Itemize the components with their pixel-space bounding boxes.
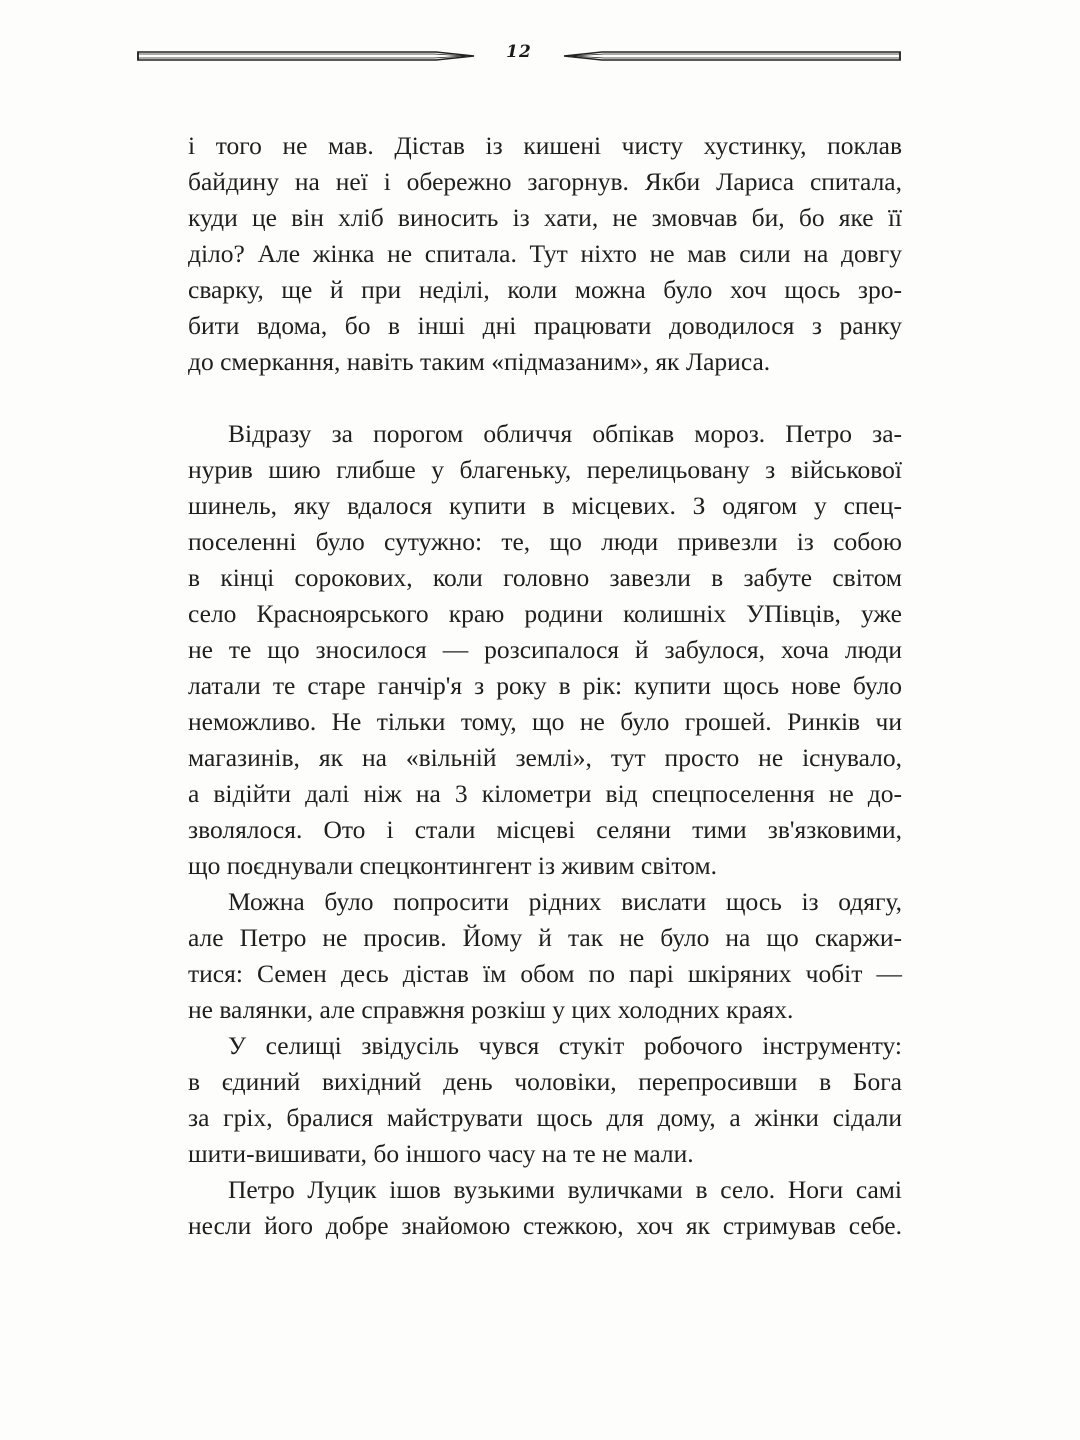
text-line: байдину на неї і обережно загорнув. Якби Лариса спитала, (188, 167, 902, 196)
text-line: Петро Луцик ішов вузькими вуличками в село. Ноги самі (228, 1175, 902, 1204)
text-line: нурив шию глибше у благеньку, перелицьовану з військової (188, 455, 902, 484)
text-line: діло? Але жінка не спитала. Тут ніхто не мав сили на довгу (188, 239, 902, 268)
text-line: неможливо. Не тільки тому, що не було грошей. Ринків чи (188, 707, 902, 736)
text-line: сварку, ще й при неділі, коли можна було хоч щось зро- (188, 275, 902, 304)
text-line: несли його добре знайомою стежкою, хоч як стримував себе. (188, 1211, 902, 1240)
header-ornament-rule-right (562, 40, 902, 70)
text-line: до смеркання, навіть таким «підмазаним», як Лариса. (188, 347, 771, 376)
text-line: У селищі звідусіль чувся стукіт робочого інструменту: (228, 1031, 902, 1060)
text-line: зволялося. Ото і стали місцеві селяни тими зв'язковими, (188, 815, 902, 844)
paragraph (188, 1172, 902, 1244)
text-line: але Петро не просив. Йому й так не було на що скаржи- (188, 923, 902, 952)
paragraph (188, 128, 902, 380)
text-line: в єдиний вихідний день чоловіки, перепросивши в Бога (188, 1067, 902, 1096)
text-line: магазинів, як на «вільній землі», тут просто не існувало, (188, 743, 902, 772)
paragraph (188, 1028, 902, 1172)
text-line: шинель, яку вдалося купити в місцевих. З одягом у спец- (188, 491, 902, 520)
page-header (136, 40, 902, 70)
paragraph (188, 884, 902, 1028)
text-line: тися: Семен десь дістав їм обом по парі шкіряних чобіт — (188, 959, 902, 988)
text-line: Можна було попросити рідних вислати щось із одягу, (228, 887, 902, 916)
text-line: не те що зносилося — розсипалося й забулося, хоча люди (188, 635, 902, 664)
text-line: за гріх, бралися майструвати щось для дому, а жінки сідали (188, 1103, 902, 1132)
section-break (188, 380, 902, 416)
text-line: шити-вишивати, бо іншого часу на те не мали. (188, 1139, 694, 1168)
text-line: в кінці сорокових, коли головно завезли в забуте світом (188, 563, 902, 592)
text-line: село Красноярського краю родини колишніх УПівців, уже (188, 599, 902, 628)
body-text (188, 128, 902, 1244)
text-line: не валянки, але справжня розкіш у цих холодних краях. (188, 995, 794, 1024)
page-number: 12 (506, 42, 532, 62)
paragraph (188, 416, 902, 884)
text-line: що поєднували спецконтингент із живим світом. (188, 851, 717, 880)
text-line: і того не мав. Дістав із кишені чисту хустинку, поклав (188, 131, 902, 160)
text-line: бити вдома, бо в інші дні працювати доводилося з ранку (188, 311, 902, 340)
text-line: поселенні було сутужно: те, що люди привезли із собою (188, 527, 902, 556)
text-line: Відразу за порогом обличчя обпікав мороз. Петро за- (228, 419, 902, 448)
text-line: латали те старе ганчір'я з року в рік: купити щось нове було (188, 671, 902, 700)
text-line: а відійти далі ніж на 3 кілометри від спецпоселення не до- (188, 779, 902, 808)
text-line: куди це він хліб виносить із хати, не змовчав би, бо яке її (188, 203, 902, 232)
